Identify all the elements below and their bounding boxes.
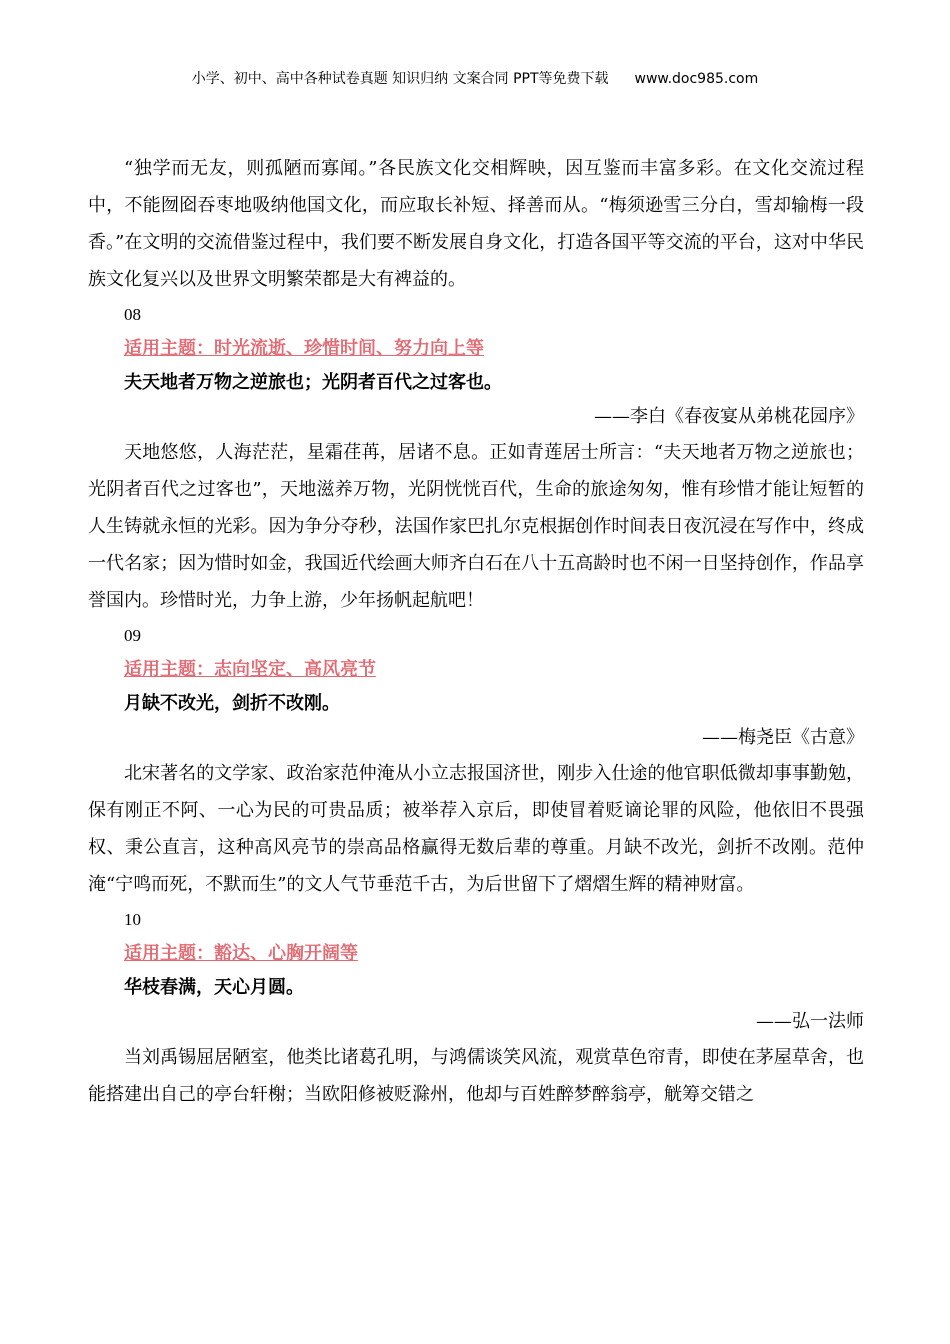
section-quote: 夫天地者万物之逆旅也；光阴者百代之过客也。	[124, 372, 502, 393]
section-number: 10	[124, 910, 141, 929]
section-08	[88, 298, 864, 619]
document-body	[88, 150, 864, 1113]
section-number: 09	[124, 626, 141, 645]
section-theme: 适用主题：时光流逝、珍惜时间、努力向上等	[124, 338, 484, 359]
section-09	[88, 619, 864, 903]
section-10	[88, 903, 864, 1113]
section-source: ——李白《春夜宴从弟桃花园序》	[594, 406, 864, 427]
section-theme: 适用主题：豁达、心胸开阔等	[124, 943, 358, 964]
header-site-link[interactable]: www.doc985.com	[634, 71, 759, 87]
section-quote: 华枝春满，天心月圆。	[124, 977, 304, 998]
section-paragraph: 北宋著名的文学家、政治家范仲淹从小立志报国济世，刚步入仕途的他官职低微却事事勤勉，保有刚正不阿、一心为民的可贵品质；被举荐入京后，即使冒着贬谪论罪的风险，他依旧不畏强权、秉公直言，这种高风亮节的崇高品格赢得无数后辈的尊重。月缺不改光，剑折不改刚。范仲淹“宁鸣而死，不默而生”的文人气节垂范千古，为后世留下了熠熠生辉的精神财富。	[88, 763, 864, 895]
section-source: ——弘一法师	[756, 1011, 864, 1032]
section-source: ——梅尧臣《古意》	[702, 727, 864, 748]
section-theme: 适用主题：志向坚定、高风亮节	[124, 659, 376, 680]
page-header	[0, 68, 950, 88]
section-paragraph: 天地悠悠，人海茫茫，星霜荏苒，居诸不息。正如青莲居士所言：“夫天地者万物之逆旅也；光阴者百代之过客也”，天地滋养万物，光阴恍恍百代，生命的旅途匆匆，惟有珍惜才能让短暂的人生铸就永恒的光彩。因为争分夺秒，法国作家巴扎尔克根据创作时间表日夜沉浸在写作中，终成一代名家；因为惜时如金，我国近代绘画大师齐白石在八十五高龄时也不闲一日坚持创作，作品享誉国内。珍惜时光，力争上游，少年扬帆起航吧！	[88, 442, 864, 611]
section-number: 08	[124, 305, 141, 324]
intro-paragraph: “独学而无友，则孤陋而寡闻。”各民族文化交相辉映，因互鉴而丰富多彩。在文化交流过程中，不能囫囵吞枣地吸纳他国文化，而应取长补短、择善而从。“梅须逊雪三分白，雪却输梅一段香。”在文明的交流借鉴过程中，我们要不断发展自身文化，打造各国平等交流的平台，这对中华民族文化复兴以及世界文明繁荣都是大有裨益的。	[88, 158, 864, 290]
section-quote: 月缺不改光，剑折不改刚。	[124, 693, 340, 714]
header-text: 小学、初中、高中各种试卷真题 知识归纳 文案合同 PPT等免费下载	[191, 71, 609, 87]
section-paragraph: 当刘禹锡屈居陋室，他类比诸葛孔明，与鸿儒谈笑风流，观赏草色帘青，即使在茅屋草舍，也能搭建出自己的亭台轩榭；当欧阳修被贬滁州，他却与百姓醉梦醉翁亭，觥筹交错之	[88, 1047, 864, 1105]
